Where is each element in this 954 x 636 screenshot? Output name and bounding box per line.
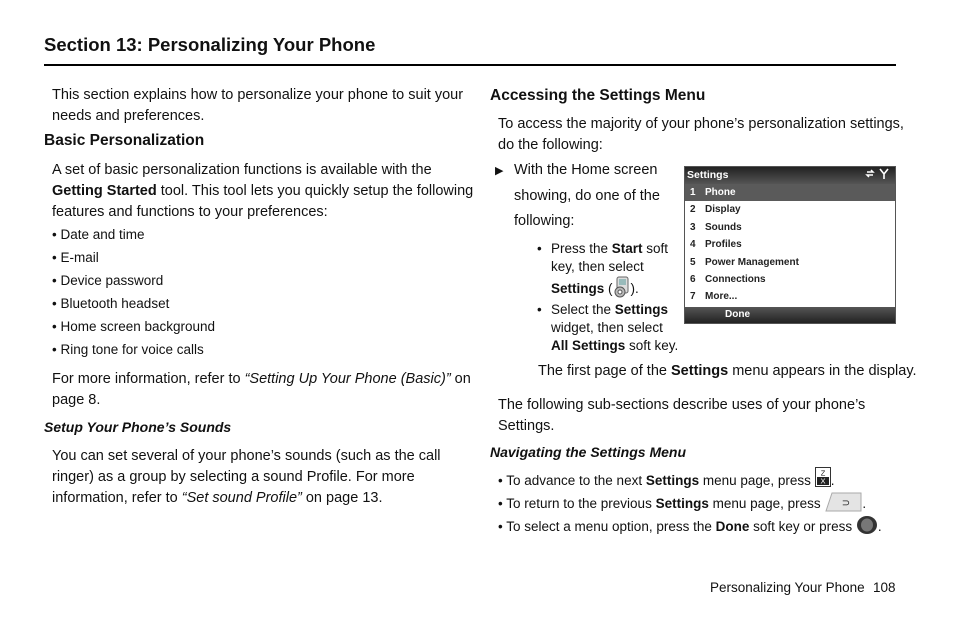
item-label: Profiles (705, 239, 742, 251)
zx-key-icon (815, 467, 831, 492)
nav1-period: . (830, 473, 835, 489)
first-page-line (538, 361, 917, 382)
page-number: 108 (873, 580, 896, 595)
access-heading: Accessing the Settings Menu (490, 87, 706, 104)
nav-item-2 (498, 492, 866, 517)
settings-label: Settings (551, 281, 605, 297)
getting-started-label: Getting Started (52, 183, 157, 199)
sub1-line-1 (551, 240, 668, 258)
back-key-icon (824, 492, 862, 517)
basic-line-2 (52, 181, 473, 202)
sub2-line-1 (551, 301, 668, 319)
first-text-a: The first page of the (538, 363, 671, 379)
phone-menu-item[interactable] (685, 254, 895, 271)
item-label: Connections (705, 273, 766, 285)
sub2-line-2: widget, then select (551, 320, 663, 335)
start-key-label: Start (611, 241, 643, 256)
settings-widget-label: Settings (614, 302, 669, 317)
item-number: 6 (690, 273, 696, 285)
step-line-2: showing, do one of the (514, 188, 660, 204)
more-info-line-1 (52, 369, 471, 390)
sub-bullet-2: • (537, 302, 542, 317)
footer-label: Personalizing Your Phone (710, 580, 865, 595)
intro-line-2: needs and preferences. (52, 108, 205, 124)
item-number: 4 (690, 239, 696, 251)
sub1-line-2: key, then select (551, 259, 644, 274)
nav3-period: . (877, 519, 882, 535)
settings-label: Settings (671, 363, 729, 379)
nav1-text-a: • To advance to the next (498, 473, 646, 488)
sub2-text-e: soft key. (625, 338, 679, 353)
sub2-text-a: Select the (551, 302, 615, 317)
sound-profile-reference[interactable]: “Set sound Profile” (181, 490, 302, 506)
nav-item-3 (498, 515, 882, 540)
sub1-text-c: soft (642, 241, 669, 256)
back-key-label: ⊃ (842, 498, 851, 509)
all-settings-label: All Settings (551, 338, 626, 353)
item-number: 7 (690, 291, 696, 303)
done-softkey[interactable]: Done (685, 307, 895, 323)
step-line-1: With the Home screen (514, 162, 658, 178)
basic-line-1: A set of basic personalization functions is available with the (52, 162, 432, 178)
key-x-label: X (820, 476, 826, 486)
list-item: • Device password (52, 272, 163, 290)
paren-open: ( (604, 281, 613, 297)
signal-icon (865, 167, 891, 186)
basic-line-2-rest: tool. This tool lets you quickly setup the following (156, 183, 474, 199)
more-info-text-end: on (450, 371, 471, 387)
following-line-1: The following sub-sections describe uses of your phone’s (498, 397, 866, 413)
phone-menu-item[interactable] (685, 201, 895, 218)
nav2-text-c: menu page, press (708, 496, 825, 512)
following-line-2: Settings. (498, 418, 555, 434)
step-arrow-icon: ▶ (495, 165, 504, 177)
settings-gear-icon (613, 276, 631, 303)
settings-label: Settings (645, 473, 700, 489)
sub1-line-3 (551, 276, 639, 303)
more-info-line-2: page 8. (52, 392, 101, 408)
nav-item-1 (498, 469, 834, 494)
sub-bullet-1: • (537, 241, 542, 256)
phone-header-title: Settings (687, 169, 729, 181)
basic-heading: Basic Personalization (44, 132, 205, 149)
sounds-text: information, refer to (52, 490, 182, 506)
item-number: 3 (690, 221, 696, 233)
sub1-text-a: Press the (551, 241, 612, 256)
page-title: Section 13: Personalizing Your Phone (44, 34, 376, 55)
phone-menu-item[interactable] (685, 219, 895, 236)
nav3-text-a: • To select a menu option, press the (498, 519, 716, 534)
list-item: • Bluetooth headset (52, 295, 169, 313)
key-z-label: Z (820, 468, 825, 478)
nav2-period: . (862, 496, 867, 512)
phone-menu-item[interactable] (685, 236, 895, 253)
nav-heading: Navigating the Settings Menu (490, 444, 687, 460)
item-label: Phone (705, 187, 736, 198)
paren-close: ). (630, 281, 639, 297)
list-item: • Date and time (52, 226, 145, 244)
sounds-text-end: on page 13. (301, 490, 383, 506)
title-rule (44, 64, 896, 66)
item-number: 2 (690, 204, 696, 216)
access-line-2: do the following: (498, 137, 603, 153)
nav3-text-c: soft key or press (749, 519, 856, 535)
basic-setup-reference[interactable]: “Setting Up Your Phone (Basic)” (244, 371, 451, 387)
sounds-line-1: You can set several of your phone’s sounds (such as the call (52, 448, 441, 464)
item-label: Display (705, 204, 741, 216)
basic-line-3: features and functions to your preferences: (52, 204, 328, 220)
first-text-c: menu appears in the display. (728, 363, 917, 379)
more-info-text: For more information, refer to (52, 371, 245, 387)
sub2-line-3 (551, 337, 678, 355)
item-label: More... (705, 291, 738, 303)
item-number: 1 (690, 187, 696, 198)
list-item: • E-mail (52, 249, 99, 267)
phone-menu-item[interactable] (685, 271, 895, 288)
list-item: • Ring tone for voice calls (52, 341, 204, 359)
step-line-3: following: (514, 213, 575, 229)
phone-header (685, 167, 895, 184)
phone-menu-item[interactable] (685, 288, 895, 305)
nav1-text-c: menu page, press (699, 473, 815, 489)
item-number: 5 (690, 256, 696, 268)
list-item: • Home screen background (52, 318, 215, 336)
phone-settings-screen (684, 166, 896, 324)
phone-menu-item[interactable] (685, 184, 895, 201)
done-label: Done (715, 519, 750, 535)
settings-label: Settings (655, 496, 709, 512)
intro-line-1: This section explains how to personalize your phone to suit your (52, 87, 464, 103)
access-line-1: To access the majority of your phone’s personalization settings, (498, 116, 904, 132)
sounds-line-2: ringer) as a group by selecting a sound Profile. For more (52, 469, 415, 485)
sounds-line-3 (52, 488, 382, 509)
item-label: Power Management (705, 256, 799, 268)
item-label: Sounds (705, 221, 742, 233)
sounds-heading: Setup Your Phone’s Sounds (44, 419, 232, 435)
nav2-text-a: • To return to the previous (498, 496, 656, 511)
center-select-key-icon (856, 515, 878, 540)
